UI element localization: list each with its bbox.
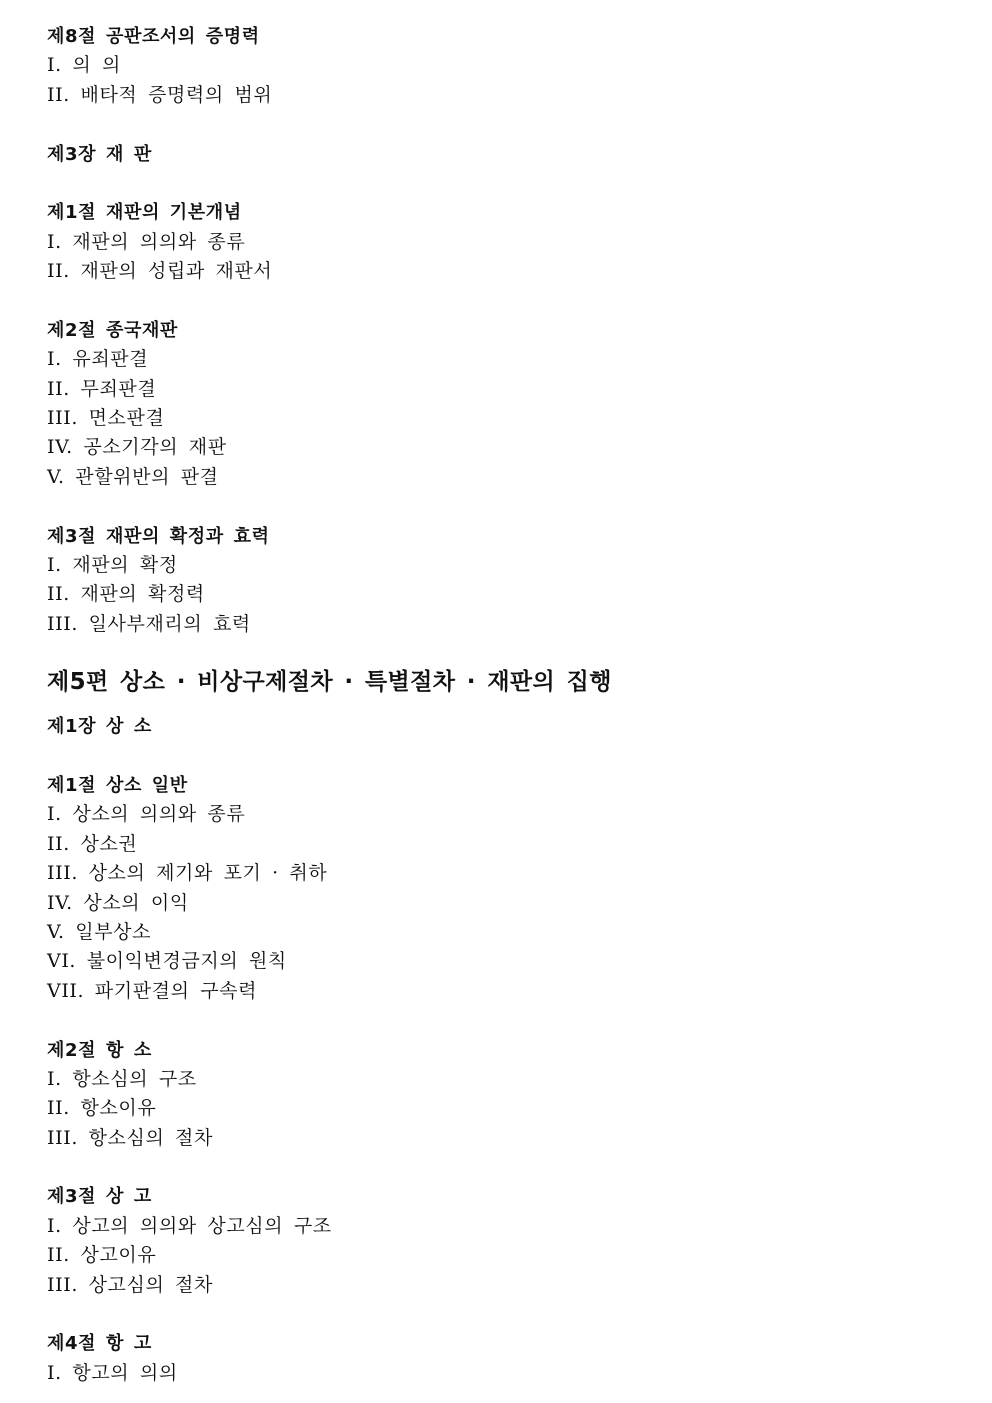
list-item: II. 재판의 성립과 재판서 — [47, 260, 273, 283]
part-heading: 제5편 상소 · 비상구제절차 · 특별절차 · 재판의 집행 — [47, 669, 612, 696]
list-item: V. 일부상소 — [47, 920, 152, 943]
section-heading: 제3절 재판의 확정과 효력 — [47, 525, 270, 547]
section-1-trial-basics — [47, 198, 947, 286]
list-item: II. 상고이유 — [47, 1244, 157, 1267]
section-heading: 제1절 상소 일반 — [47, 774, 188, 796]
list-item: III. 상소의 제기와 포기 · 취하 — [47, 862, 328, 885]
chapter-heading: 제1장 상 소 — [47, 716, 152, 738]
list-item: I. 상고의 의의와 상고심의 구조 — [47, 1214, 332, 1237]
spacer — [47, 169, 947, 198]
list-item: II. 배타적 증명력의 범위 — [47, 83, 273, 106]
section-heading: 제2절 종국재판 — [47, 319, 178, 341]
spacer — [47, 1153, 947, 1182]
list-item: I. 항소심의 구조 — [47, 1067, 197, 1090]
spacer — [47, 492, 947, 521]
section-3-finality — [47, 522, 947, 640]
section-8-evidence — [47, 22, 947, 110]
list-item: IV. 공소기각의 재판 — [47, 436, 227, 459]
section-heading: 제2절 항 소 — [47, 1039, 152, 1061]
list-item: II. 상소권 — [47, 832, 138, 855]
spacer — [47, 1006, 947, 1035]
section-heading: 제3절 상 고 — [47, 1186, 152, 1208]
list-item: I. 재판의 확정 — [47, 554, 178, 577]
spacer — [47, 287, 947, 316]
section-2-intermediate-appeal — [47, 1036, 947, 1154]
list-item: III. 항소심의 절차 — [47, 1126, 213, 1149]
section-1-appeal-general — [47, 771, 947, 1006]
list-item: I. 상소의 의의와 종류 — [47, 803, 246, 826]
section-heading: 제4절 항 고 — [47, 1333, 152, 1355]
list-item: I. 의 의 — [47, 54, 121, 77]
list-item: III. 상고심의 절차 — [47, 1273, 213, 1296]
section-heading: 제1절 재판의 기본개념 — [47, 202, 242, 224]
list-item: VII. 파기판결의 구속력 — [47, 979, 258, 1002]
list-item: V. 관할위반의 판결 — [47, 465, 219, 488]
spacer — [47, 742, 947, 771]
list-item: VI. 불이익변경금지의 원칙 — [47, 950, 287, 973]
section-4-complaint-appeal — [47, 1329, 947, 1388]
spacer — [47, 1300, 947, 1329]
list-item: III. 면소판결 — [47, 407, 165, 430]
list-item: II. 재판의 확정력 — [47, 583, 205, 606]
section-heading: 제8절 공판조서의 증명력 — [47, 26, 260, 47]
list-item: II. 항소이유 — [47, 1097, 157, 1120]
section-3-final-appeal — [47, 1182, 947, 1300]
spacer — [47, 110, 947, 139]
section-2-final-judgment — [47, 316, 947, 492]
list-item: III. 일사부재리의 효력 — [47, 612, 251, 635]
chapter-heading: 제3장 재 판 — [47, 143, 152, 165]
list-item: I. 항고의 의의 — [47, 1361, 178, 1384]
list-item: I. 재판의 의의와 종류 — [47, 230, 246, 253]
list-item: IV. 상소의 이익 — [47, 891, 189, 914]
document-page — [47, 22, 947, 1388]
list-item: I. 유죄판결 — [47, 348, 149, 371]
list-item: II. 무죄판결 — [47, 377, 157, 400]
